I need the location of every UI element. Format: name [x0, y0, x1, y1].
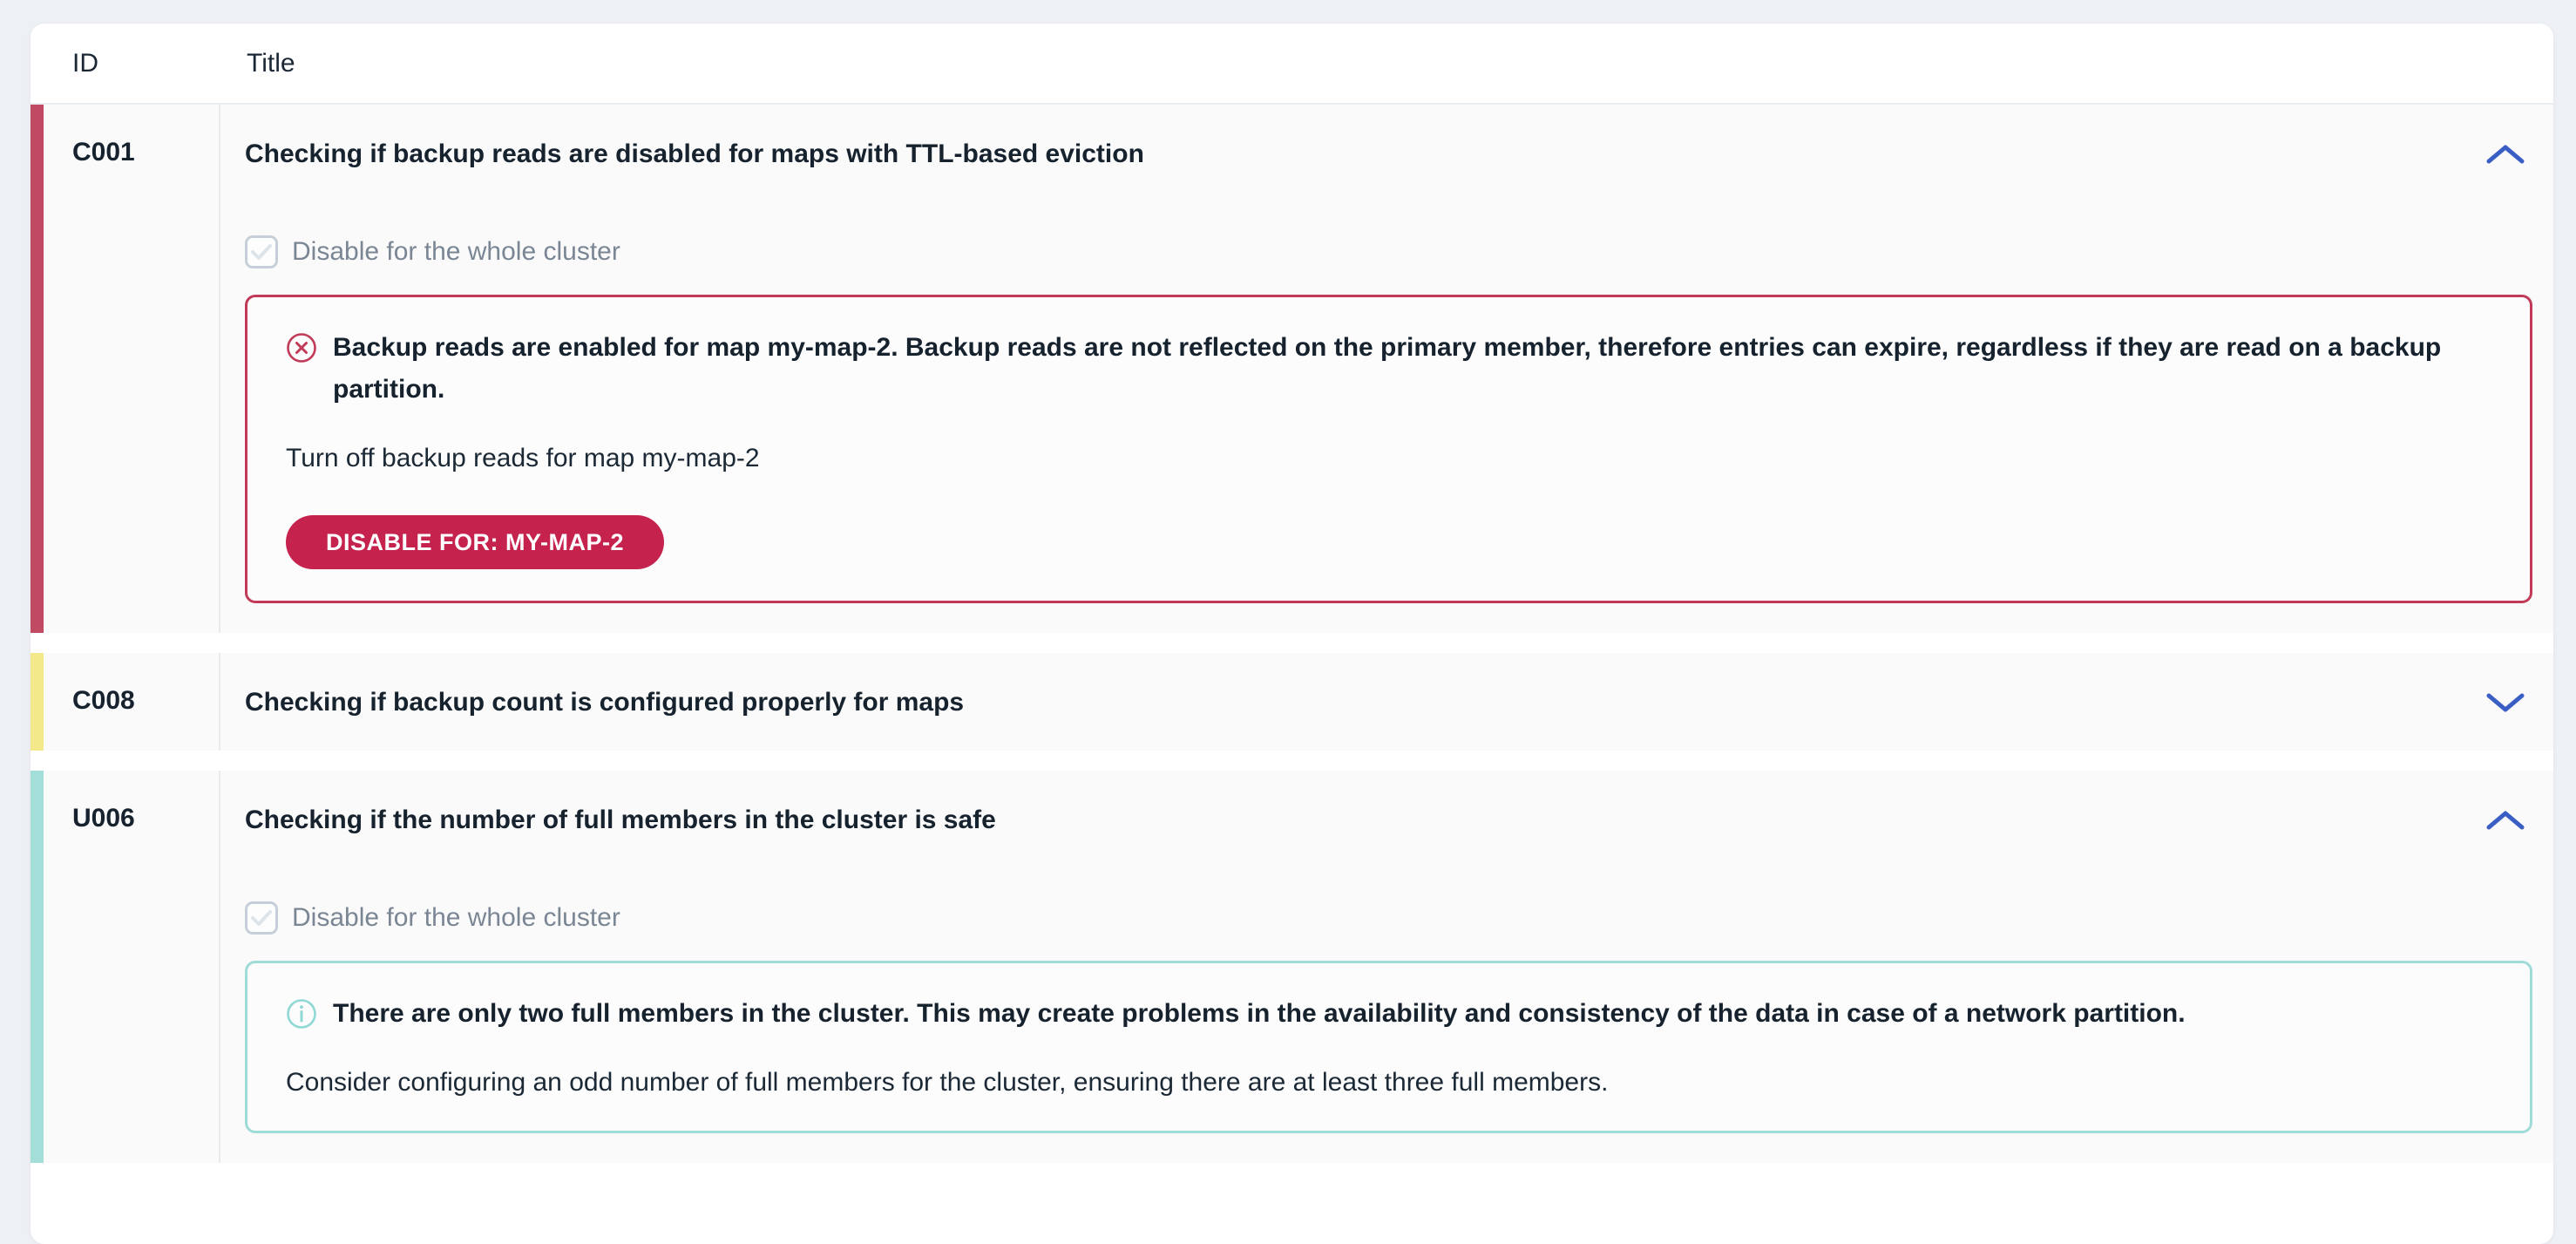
column-header-id: ID: [72, 48, 98, 78]
disable-cluster-checkbox[interactable]: [245, 235, 620, 269]
error-circle-x-icon: [286, 332, 317, 368]
chevron-up-icon: [2485, 809, 2525, 832]
chevron-up-icon: [2485, 143, 2525, 166]
check-id: C001: [44, 105, 220, 633]
check-id: U006: [44, 771, 220, 1163]
check-row-c001: [31, 105, 2553, 633]
collapse-row-button[interactable]: [2484, 141, 2527, 167]
info-alert-box: [245, 961, 2532, 1133]
alert-message: Backup reads are enabled for map my-map-2. Backup reads are not reflected on the primary member, therefore entries can expire, regardless if they are read on a backup partition.: [333, 333, 2442, 404]
check-row-u006: [31, 771, 2553, 1163]
check-title[interactable]: Checking if the number of full members in the cluster is safe: [245, 806, 996, 834]
check-body: [220, 771, 2553, 1163]
check-id: C008: [44, 653, 220, 751]
check-body: [220, 653, 2553, 751]
check-body: [220, 105, 2553, 633]
collapse-row-button[interactable]: [2484, 807, 2527, 833]
checkbox-icon: [245, 901, 278, 935]
checkbox-label: Disable for the whole cluster: [292, 903, 620, 932]
alert-suggestion: Consider configuring an odd number of full members for the cluster, ensuring there are at least three full members.: [286, 1068, 1609, 1097]
chevron-down-icon: [2485, 691, 2525, 714]
check-row-c008: [31, 653, 2553, 751]
checkbox-label: Disable for the whole cluster: [292, 237, 620, 266]
alert-suggestion: Turn off backup reads for map my-map-2: [286, 444, 760, 472]
column-header-title: Title: [247, 48, 295, 78]
disable-cluster-checkbox[interactable]: [245, 901, 620, 935]
health-checks-table: [31, 24, 2553, 1244]
expand-row-button[interactable]: [2484, 690, 2527, 716]
error-alert-box: [245, 295, 2532, 603]
info-circle-icon: [286, 998, 317, 1034]
disable-for-map-button[interactable]: DISABLE FOR: MY-MAP-2: [286, 515, 664, 569]
check-title[interactable]: Checking if backup reads are disabled for maps with TTL-based eviction: [245, 139, 1144, 168]
alert-message: There are only two full members in the cluster. This may create problems in the availability and consistency of the data in case of a network partition.: [333, 999, 2186, 1028]
table-header-row: [31, 24, 2553, 105]
check-title[interactable]: Checking if backup count is configured properly for maps: [245, 688, 965, 717]
checkbox-icon: [245, 235, 278, 269]
